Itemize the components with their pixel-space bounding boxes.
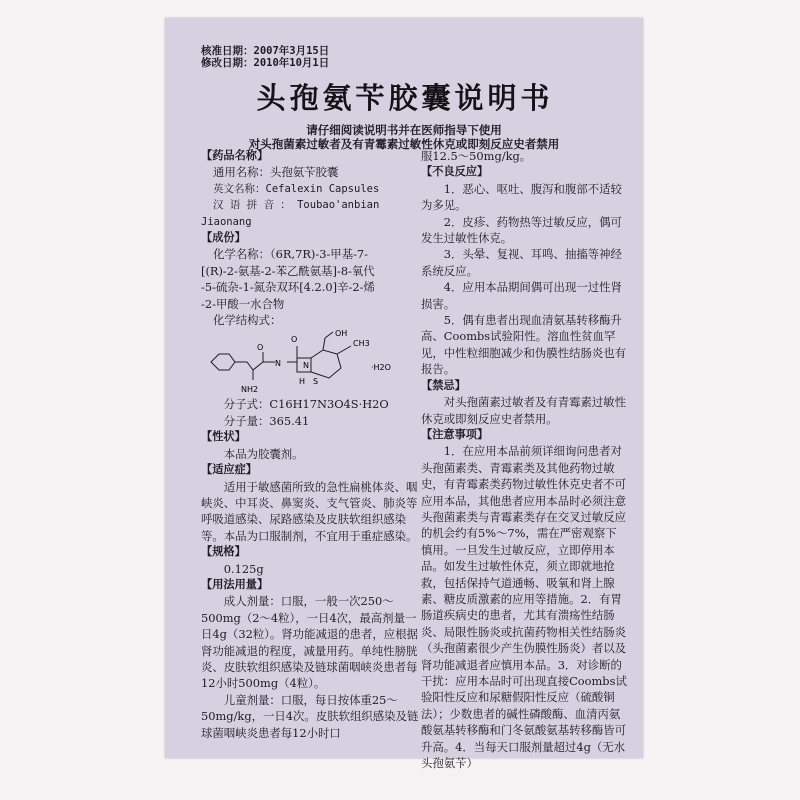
contraindications-text: 对头孢菌素过敏者及有青霉素过敏性休克或即刻反应史者禁用。 [421,395,627,426]
section-heading-adverse: 【不良反应】 [421,165,489,179]
structure-atom-s: S [313,377,319,387]
structure-atom-o-amide: O [257,343,264,353]
revision-date: 修改日期：2010年10月1日 [201,57,330,69]
section-heading-name: 【药品名称】 [201,149,269,162]
adverse-item-3: 3．头晕、复视、耳鸣、抽搐等神经系统反应。 [421,247,622,278]
allergy-warning: 对头孢菌素过敏者及有青霉素过敏性休克或即刻反应史者禁用 [248,137,560,151]
structure-water: ·H2O [371,363,391,373]
pinyin-name-line1: 汉 语 拼 音 ： Toubao'anbian [213,199,380,212]
structure-group-ch3: CH3 [353,339,370,349]
structure-atom-o-lactam: O [291,335,298,345]
section-heading-composition: 【成份】 [201,231,246,245]
adverse-item-4: 4．应用本品期间偶可出现一过性肾损害。 [421,280,622,311]
approval-date: 核准日期：2007年3月15日 [201,45,330,57]
adverse-item-2: 2．皮疹、药物热等过敏反应，偶可发生过敏性休克。 [421,214,622,246]
precautions-text: 1．在应用本品前须详细询问患者对头孢菌素类、青霉素类及其他药物过敏史，有青霉素类药物过敏性休克史者不可应用本品，其他患者应用本品时必须注意头孢菌素类与青霉素类存在交叉过敏反应的机会约有5%～7%，需在严密观察下慎用。一旦发生过敏反应，立即停用本品。如发生过敏性休克，须立即就地抢救，包括保持气道通畅、吸氧和肾上腺素、糖皮质激素的应用等措施。2．有胃肠道疾病史的患者，尤其有溃疡性结肠炎、局限性肠炎或抗菌药物相关性结肠炎（头孢菌素很少产生伪膜性肠炎）者以及肾功能减退者应慎用本品。3．对诊断的干扰：应用本品时可出现直接Coombs试验阳性反应和尿糖假阳性反应（硫酸铜法）；少数患者的碱性磷酸酶、血清丙氨酸氨基转移酶和门冬氨酸氨基转移酶皆可升高。4．当每天口服剂量超过4g（无水头孢氨苄） [421,444,627,771]
adverse-item-5: 5．偶有患者出现血清氨基转移酶升高、Coombs试验阳性。溶血性贫血罕见，中性粒细胞减少和伪膜性结肠炎也有报告。 [421,313,627,377]
right-column [421,148,627,771]
section-heading-precautions: 【注意事项】 [421,427,489,441]
leaflet-sheet [165,18,643,771]
structure-atom-nh: N [275,359,281,369]
structure-atom-nh2: NH2 [241,385,259,395]
pinyin-name-line2: Jiaonang [201,215,252,228]
structure-atom-oh: OH [335,329,348,339]
chemical-name-line4: -2-甲酸一水合物 [201,296,285,311]
molecular-weight: 分子量：365.41 [223,413,310,428]
structure-atom-n-ring: N [303,361,309,371]
chemical-name-line1: 化学名称：（6R,7R)-3-甲基-7- [213,247,369,262]
characteristics-text: 本品为胶囊剂。 [223,446,304,461]
page-title: 头孢氨苄胶囊说明书 [256,81,554,115]
date-block [201,45,329,69]
english-name: 英文名称：Cefalexin Capsules [213,182,380,195]
adverse-item-1: 1．恶心、呕吐、腹泻和腹部不适较为多见。 [421,181,622,213]
chemical-structure [201,328,423,396]
chemical-name-line2: [(R)-2-氨基-2-苯乙酰氨基]-8-氧代 [201,263,375,278]
section-heading-specification: 【规格】 [201,545,246,559]
chemical-structure-drawing [201,328,421,396]
indications-text: 适用于敏感菌所致的急性扁桃体炎、咽峡炎、中耳炎、鼻窦炎、支气管炎、肺炎等呼吸道感染、尿路感染及皮肤软组织感染等。本品为口服制剂，不宜用于重症感染。 [201,479,418,543]
molecular-formula: 分子式：C16H17N3O4S·H2O [223,397,389,412]
section-heading-contraindications: 【禁忌】 [421,378,466,392]
section-heading-characteristics: 【性状】 [201,430,246,444]
usage-notice: 请仔细阅读说明书并在医师指导下使用 [306,123,502,137]
structure-label: 化学结构式： [213,313,282,328]
chemical-name-line3: -5-硫杂-1-氮杂双环[4.2.0]辛-2-烯 [201,280,375,295]
structure-atom-h: H [299,377,306,387]
generic-name: 通用名称：头孢氨苄胶囊 [213,165,339,180]
child-dosage-text: 儿童剂量：口服，每日按体重25～50mg/kg，一日4次。皮肤软组织感染及链球菌咽峡炎患者每12小时口 [201,692,419,740]
section-heading-indications: 【适应症】 [201,463,257,477]
specification-text: 0.125g [223,561,264,576]
adult-dosage-text: 成人剂量：口服，一般一次250～500mg（2～4粒），一日4次，最高剂量一日4g（32粒）。肾功能减退的患者，应根据肾功能减退的程度，减量用药。单纯性膀胱炎、皮肤软组织感染及链球菌咽峡炎患者每12小时500mg（4粒）。 [201,594,418,691]
section-heading-usage: 【用法用量】 [201,577,269,591]
left-column [201,148,423,741]
child-dosage-continued: 服12.5～50mg/kg。 [421,149,532,163]
